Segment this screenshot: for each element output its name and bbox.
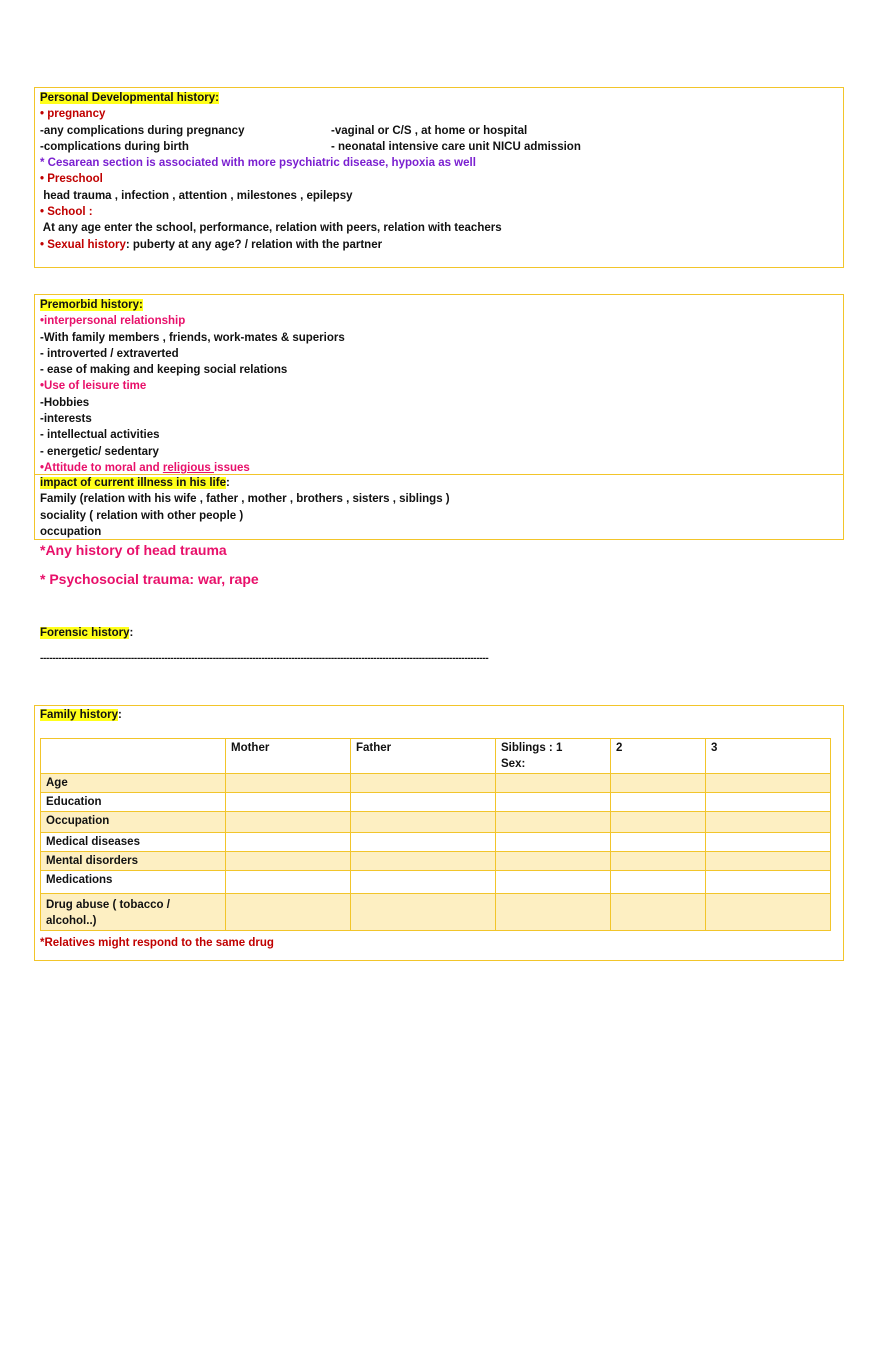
cell[interactable] bbox=[706, 774, 831, 793]
premorbid-history-box bbox=[34, 294, 844, 475]
relatives-note: *Relatives might respond to the same drug bbox=[40, 937, 274, 949]
school-heading: • School : bbox=[40, 206, 93, 219]
cell[interactable] bbox=[496, 871, 611, 894]
text: : bbox=[225, 477, 230, 489]
text-line: sociality ( relation with other people ) bbox=[40, 509, 244, 522]
cell[interactable] bbox=[496, 793, 611, 812]
text-line: - energetic/ sedentary bbox=[40, 445, 159, 458]
cell[interactable] bbox=[611, 871, 706, 894]
table-row bbox=[41, 852, 831, 871]
row-label: Drug abuse ( tobacco / alcohol..) bbox=[41, 894, 226, 931]
developmental-history-box bbox=[34, 87, 844, 268]
text-line: -interests bbox=[40, 413, 92, 426]
cell[interactable] bbox=[611, 793, 706, 812]
text-line: Family (relation with his wife , father , mother , brothers , sisters , siblings ) bbox=[40, 493, 450, 506]
table-row bbox=[41, 894, 831, 931]
interpersonal-heading: •interpersonal relationship bbox=[40, 315, 186, 328]
cell[interactable] bbox=[496, 812, 611, 833]
row-label: Occupation bbox=[41, 812, 226, 833]
cell[interactable] bbox=[496, 833, 611, 852]
cell[interactable] bbox=[351, 793, 496, 812]
header-cell bbox=[496, 739, 611, 774]
forensic-blank-line: ---------------------------------------------------------------------------------------------------------------------------------------------------- bbox=[40, 653, 489, 664]
text-line: -any complications during pregnancy bbox=[40, 124, 245, 137]
text-line: - introverted / extraverted bbox=[40, 347, 179, 360]
section-title: impact of current illness in his life bbox=[40, 477, 226, 489]
cell[interactable] bbox=[351, 812, 496, 833]
cell[interactable] bbox=[226, 793, 351, 812]
row-label: Education bbox=[41, 793, 226, 812]
text-line: : puberty at any age? / relation with the partner bbox=[125, 238, 383, 251]
pregnancy-heading: • pregnancy bbox=[40, 108, 106, 121]
cell[interactable] bbox=[706, 894, 831, 931]
text-line: -Hobbies bbox=[40, 396, 90, 409]
cesarean-note: * Cesarean section is associated with more psychiatric disease, hypoxia as well bbox=[40, 157, 476, 170]
text-line: -complications during birth bbox=[40, 140, 189, 153]
section-title: Premorbid history: bbox=[40, 299, 143, 311]
text-line: - intellectual activities bbox=[40, 429, 160, 442]
cell[interactable] bbox=[226, 871, 351, 894]
cell[interactable] bbox=[226, 894, 351, 931]
cell[interactable] bbox=[226, 852, 351, 871]
forensic-title: Forensic history bbox=[40, 627, 130, 639]
text-line: - neonatal intensive care unit NICU admission bbox=[331, 140, 581, 153]
cell[interactable] bbox=[706, 852, 831, 871]
table-row bbox=[41, 774, 831, 793]
cell[interactable] bbox=[611, 774, 706, 793]
text: issues bbox=[213, 461, 250, 474]
head-trauma-note: *Any history of head trauma bbox=[40, 542, 227, 558]
text: : bbox=[129, 627, 134, 639]
cell[interactable] bbox=[706, 871, 831, 894]
cell[interactable] bbox=[226, 774, 351, 793]
text-line: - ease of making and keeping social relations bbox=[40, 364, 288, 377]
cell[interactable] bbox=[706, 793, 831, 812]
header-cell: 3 bbox=[706, 739, 831, 774]
text: •Attitude to moral and bbox=[40, 461, 163, 474]
cell[interactable] bbox=[496, 894, 611, 931]
text: : bbox=[117, 709, 122, 721]
cell[interactable] bbox=[226, 833, 351, 852]
text-line: occupation bbox=[40, 525, 102, 538]
cell[interactable] bbox=[351, 894, 496, 931]
cell[interactable] bbox=[496, 774, 611, 793]
cell[interactable] bbox=[611, 852, 706, 871]
family-history-table bbox=[40, 738, 831, 931]
text: religious bbox=[162, 461, 214, 474]
table-row bbox=[41, 833, 831, 852]
cell[interactable] bbox=[496, 852, 611, 871]
cell[interactable] bbox=[706, 833, 831, 852]
cell[interactable] bbox=[351, 871, 496, 894]
text: Sex: bbox=[501, 758, 526, 770]
table-row bbox=[41, 793, 831, 812]
text-line: -vaginal or C/S , at home or hospital bbox=[331, 124, 528, 137]
text-line: -With family members , friends, work-mates & superiors bbox=[40, 331, 345, 344]
table-row bbox=[41, 871, 831, 894]
text-line: head trauma , infection , attention , milestones , epilepsy bbox=[40, 189, 353, 202]
table-header-row bbox=[41, 739, 831, 774]
text: Siblings : 1 bbox=[501, 742, 563, 754]
cell[interactable] bbox=[611, 812, 706, 833]
cell[interactable] bbox=[611, 833, 706, 852]
leisure-heading: •Use of leisure time bbox=[40, 380, 147, 393]
cell[interactable] bbox=[611, 894, 706, 931]
row-label: Medications bbox=[41, 871, 226, 894]
row-label: Medical diseases bbox=[41, 833, 226, 852]
psychosocial-note: * Psychosocial trauma: war, rape bbox=[40, 571, 259, 587]
header-cell: Mother bbox=[226, 739, 351, 774]
cell[interactable] bbox=[706, 812, 831, 833]
header-cell bbox=[41, 739, 226, 774]
row-label: Age bbox=[41, 774, 226, 793]
cell[interactable] bbox=[351, 774, 496, 793]
table-row bbox=[41, 812, 831, 833]
cell[interactable] bbox=[351, 833, 496, 852]
header-cell: Father bbox=[351, 739, 496, 774]
header-cell: 2 bbox=[611, 739, 706, 774]
cell[interactable] bbox=[351, 852, 496, 871]
impact-box bbox=[34, 474, 844, 540]
text-line: At any age enter the school, performance, relation with peers, relation with teachers bbox=[40, 222, 502, 235]
sexual-heading: • Sexual history bbox=[40, 238, 126, 251]
section-title: Personal Developmental history: bbox=[40, 92, 219, 104]
section-title: Family history bbox=[40, 709, 118, 721]
preschool-heading: • Preschool bbox=[40, 173, 103, 186]
cell[interactable] bbox=[226, 812, 351, 833]
row-label: Mental disorders bbox=[41, 852, 226, 871]
